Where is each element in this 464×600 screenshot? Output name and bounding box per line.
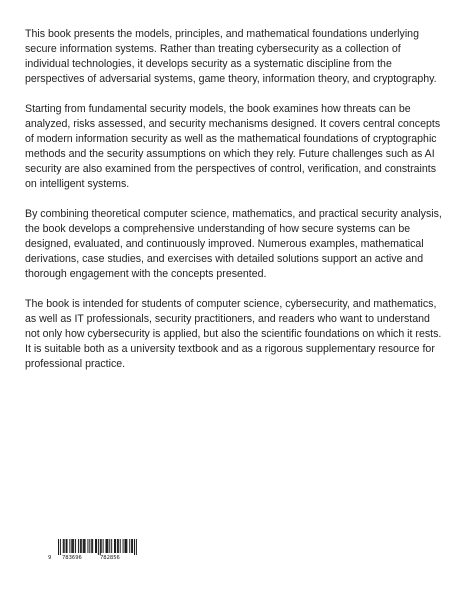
barcode-bar [106, 539, 107, 553]
barcode-bar [69, 539, 70, 553]
barcode-bar [114, 539, 115, 553]
barcode-bar [64, 539, 65, 553]
barcode-bar [111, 539, 112, 553]
barcode-bar [120, 539, 121, 553]
barcode-right-group: 782856 [100, 555, 120, 561]
barcode-bar [71, 539, 72, 553]
barcode-bar [131, 539, 132, 553]
back-cover-text [25, 27, 445, 387]
barcode-bar [123, 539, 124, 553]
barcode-bar [83, 539, 84, 553]
barcode-bar [75, 539, 76, 553]
barcode-bar [132, 539, 133, 553]
paragraph-audience: The book is intended for students of computer science, cybersecurity, and mathematics, as well as IT professionals, security practitioners, and readers who want to understand not only how cybersecurity is applied, but also the scientific foundations on which it rests. It is suitable both as a university textbook and as a rigorous supplementary resource for professional practice. [25, 298, 442, 370]
barcode-bar [125, 539, 126, 553]
barcode-bar [134, 539, 135, 555]
barcode-bar [73, 539, 74, 553]
paragraph-security-models: Starting from fundamental security models, the book examines how threats can be analyzed, risks assessed, and security mechanisms designed. It covers central concepts of modern information security as well as the mathematical foundations of cryptographic methods and the security assumptions on which they rely. Future challenges such as AI security are also examined from the perspectives of control, verification, and constraints on intelligent systems. [25, 103, 441, 190]
barcode-bar [60, 539, 61, 555]
barcode-bar [92, 539, 93, 553]
barcode-bar [125, 539, 126, 553]
barcode-bar [67, 539, 68, 553]
barcode-bars [48, 539, 138, 555]
barcode-bar [87, 539, 88, 553]
barcode-bar [101, 539, 102, 553]
barcode-bar [78, 539, 79, 553]
barcode-bar [72, 539, 73, 553]
barcode-bar [96, 539, 97, 553]
barcode-bar [89, 539, 90, 553]
barcode-bar [84, 539, 85, 553]
barcode-left-group: 783696 [62, 555, 82, 561]
barcode-bar [109, 539, 110, 553]
barcode-bar [136, 539, 137, 555]
barcode-bar [66, 539, 67, 553]
barcode-bar [63, 539, 64, 553]
barcode-first-digit: 9 [48, 555, 52, 561]
barcode-bar [98, 539, 99, 555]
barcode-bar [118, 539, 119, 553]
paragraph-intro: This book presents the models, principles, and mathematical foundations underlying secure information systems. Rather than treating cybersecurity as a collection of individual technologies, it develops security as a systematic discipline from the perspectives of adversarial systems, game theory, information theory, and cryptography. [25, 28, 437, 85]
barcode-bar [100, 539, 101, 555]
barcode-bar [80, 539, 81, 553]
barcode-bar [129, 539, 130, 553]
barcode-bar [85, 539, 86, 553]
barcode-bar [106, 539, 107, 553]
barcode-bar [95, 539, 96, 553]
barcode-bar [126, 539, 127, 553]
barcode-bar [115, 539, 116, 553]
barcode-bar [91, 539, 92, 553]
barcode-bar [81, 539, 82, 553]
isbn-barcode [48, 539, 138, 579]
barcode-bar [117, 539, 118, 553]
barcode-bar [107, 539, 108, 553]
barcode-bar [103, 539, 104, 553]
barcode-bar [58, 539, 59, 555]
paragraph-approach: By combining theoretical computer science, mathematics, and practical security analysis, the book develops a comprehensive understanding of how secure systems can be designed, evaluated, and continuously improved. Numerous examples, mathematical derivations, case studies, and exercises with detailed solutions support an active and thorough engagement with the concepts presented. [25, 208, 442, 280]
